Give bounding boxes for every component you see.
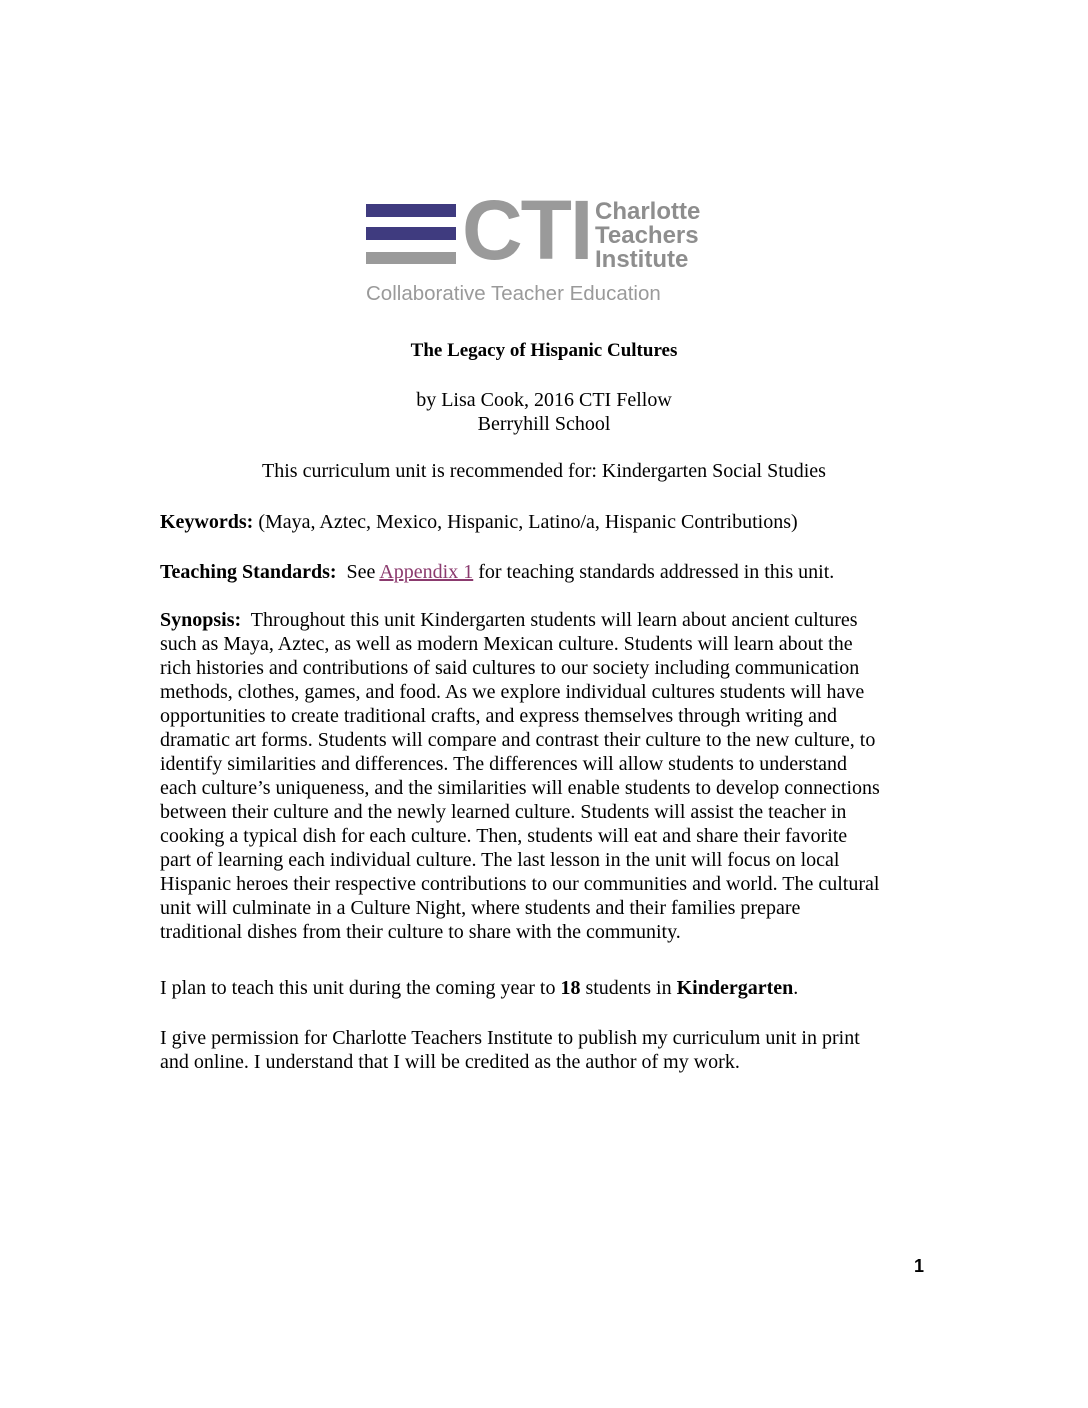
- grade-level: Kindergarten: [676, 977, 794, 999]
- synopsis-label: Synopsis:: [160, 609, 242, 631]
- plan-post-text: .: [793, 977, 799, 999]
- appendix-1-link[interactable]: Appendix 1: [379, 561, 474, 583]
- cti-logo: [366, 183, 718, 306]
- synopsis-line-text: Throughout this unit Kindergarten students will learn about ancient cultures: [250, 609, 858, 631]
- plan-mid-text: students in: [585, 977, 672, 999]
- student-count: 18: [560, 977, 581, 999]
- plan-paragraph: [160, 976, 940, 1000]
- keywords-text: (Maya, Aztec, Mexico, Hispanic, Latino/a, Hispanic Contributions): [258, 511, 798, 533]
- school-line: Berryhill School: [477, 413, 611, 435]
- synopsis-line: Hispanic heroes their respective contributions to our communities and world. The cultural: [160, 873, 880, 895]
- synopsis-line: each culture’s uniqueness, and the similarities will enable students to develop connections: [160, 777, 880, 799]
- logo-mark: CTI: [462, 183, 592, 277]
- synopsis-line: [160, 608, 940, 632]
- synopsis-line: methods, clothes, games, and food. As we explore individual cultures students will have: [160, 681, 865, 703]
- logo-institute-name: [595, 200, 700, 272]
- permission-line: I give permission for Charlotte Teachers Institute to publish my curriculum unit in print: [160, 1027, 860, 1049]
- page-number: 1: [914, 1256, 925, 1276]
- logo-name-line: Teachers: [595, 222, 699, 249]
- logo-bar-middle: [366, 227, 456, 240]
- permission-paragraph: [160, 1026, 940, 1074]
- logo-bar-bottom: [366, 252, 456, 264]
- synopsis-paragraph: [160, 608, 940, 944]
- teaching-standards-label: Teaching Standards:: [160, 561, 337, 583]
- keywords-paragraph: [160, 510, 940, 534]
- synopsis-line: identify similarities and differences. The differences will allow students to understand: [160, 753, 848, 775]
- logo-tagline: Collaborative Teacher Education: [366, 282, 661, 305]
- standards-post-text: for teaching standards addressed in this unit.: [478, 561, 835, 583]
- synopsis-line: cooking a typical dish for each culture. Then, students will eat and share their favorite: [160, 825, 848, 847]
- teaching-standards-paragraph: [160, 560, 940, 584]
- synopsis-line: opportunities to create traditional crafts, and express themselves through writing and: [160, 705, 838, 727]
- synopsis-line: dramatic art forms. Students will compare and contrast their culture to the new culture, to: [160, 729, 876, 751]
- permission-line: and online. I understand that I will be credited as the author of my work.: [160, 1051, 740, 1073]
- synopsis-line: part of learning each individual culture. The last lesson in the unit will focus on local: [160, 849, 840, 871]
- byline: [0, 388, 1088, 436]
- logo-name-line: Charlotte: [595, 198, 701, 225]
- recommended-line: This curriculum unit is recommended for: Kindergarten Social Studies: [262, 460, 826, 482]
- synopsis-line: unit will culminate in a Culture Night, where students and their families prepare: [160, 897, 801, 919]
- logo-name-line: Institute: [595, 246, 689, 273]
- synopsis-line: traditional dishes from their culture to share with the community.: [160, 921, 681, 943]
- logo-bar-top: [366, 204, 456, 217]
- synopsis-line: rich histories and contributions of said cultures to our society including communication: [160, 657, 860, 679]
- synopsis-line: between their culture and the newly learned culture. Students will assist the teacher in: [160, 801, 847, 823]
- plan-pre-text: I plan to teach this unit during the coming year to: [160, 977, 556, 999]
- unit-title: The Legacy of Hispanic Cultures: [410, 340, 678, 361]
- standards-pre-text: See: [346, 561, 376, 583]
- keywords-label: Keywords:: [160, 511, 254, 533]
- synopsis-line: such as Maya, Aztec, as well as modern Mexican culture. Students will learn about the: [160, 633, 853, 655]
- author-line: by Lisa Cook, 2016 CTI Fellow: [416, 389, 672, 411]
